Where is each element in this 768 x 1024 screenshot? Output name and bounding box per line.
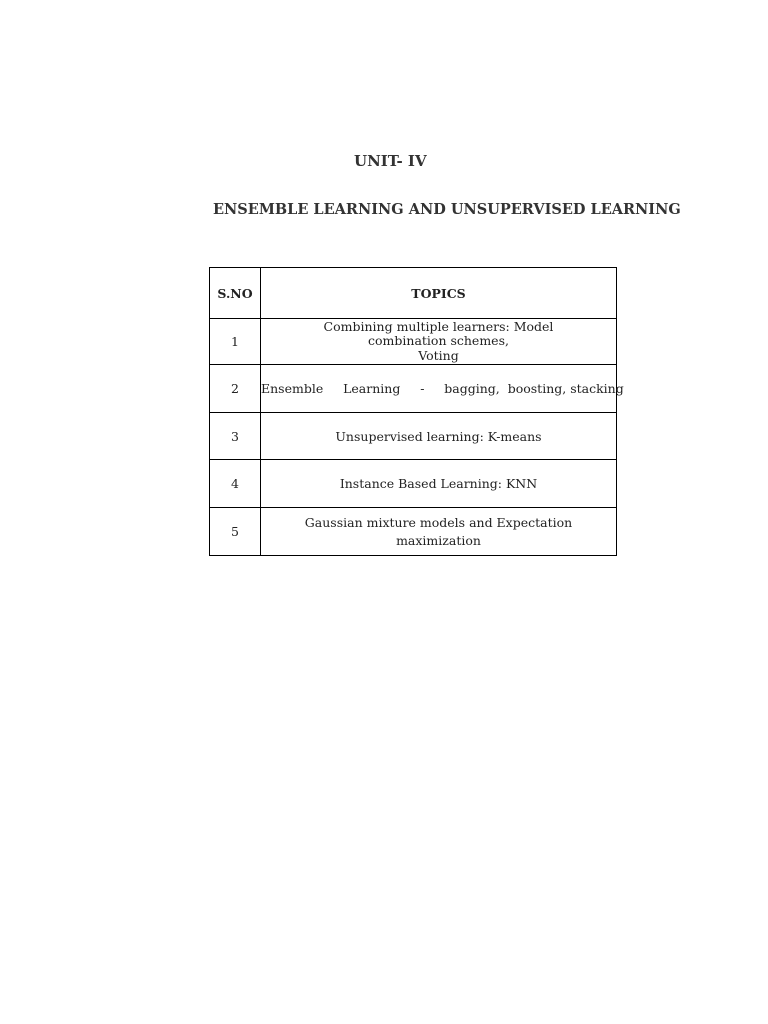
topic-text: Ensemble Learning - bagging, boosting, stacking <box>261 381 624 396</box>
row-topic <box>261 508 617 556</box>
sno-header: S.NO <box>210 268 261 319</box>
row-topic <box>261 460 617 508</box>
topics-header: TOPICS <box>261 268 617 319</box>
topic-text: Combining multiple learners: Model combination schemes, Voting <box>323 318 554 363</box>
table-row <box>210 460 617 508</box>
row-topic <box>261 319 617 365</box>
row-sno: 1 <box>210 319 261 365</box>
row-sno: 4 <box>210 460 261 508</box>
row-topic <box>261 413 617 460</box>
row-topic <box>261 365 624 413</box>
topic-text: Instance Based Learning: KNN <box>339 476 538 491</box>
table-row <box>210 508 617 556</box>
topic-text: Unsupervised learning: K-means <box>335 428 542 444</box>
topic-text: Gaussian mixture models and Expectation maximization <box>304 514 573 548</box>
unit-title: UNIT- IV <box>354 152 427 170</box>
topics-table <box>209 267 624 556</box>
table-row <box>210 365 617 413</box>
table-row <box>210 413 617 460</box>
main-heading: ENSEMBLE LEARNING AND UNSUPERVISED LEARNING <box>213 201 681 218</box>
row-sno: 2 <box>210 365 261 413</box>
row-sno: 3 <box>210 413 261 460</box>
table-header-row <box>210 268 617 319</box>
row-sno: 5 <box>210 508 261 556</box>
table-row <box>210 319 617 365</box>
